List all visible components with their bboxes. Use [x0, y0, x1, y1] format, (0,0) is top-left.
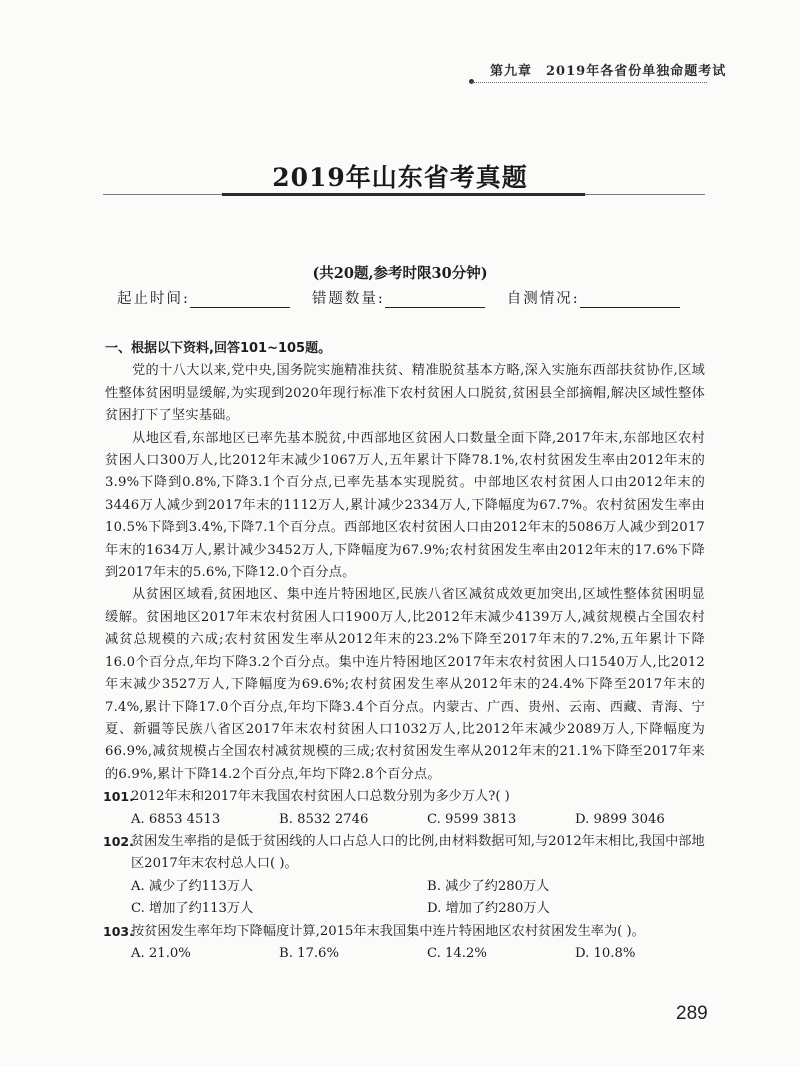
fill-blank[interactable]: [580, 292, 680, 308]
section-heading: 一、根据以下资料,回答101~105题。: [105, 341, 332, 356]
question-102: [105, 831, 705, 876]
fill-label: 错题数量:: [311, 291, 385, 307]
option-b[interactable]: B. 减少了约280万人: [427, 878, 550, 894]
option-a[interactable]: A. 减少了约113万人: [131, 878, 254, 894]
fill-field-errors[interactable]: [312, 287, 507, 308]
fill-field-time[interactable]: [117, 287, 312, 308]
option-a[interactable]: A. 6853 4513: [131, 811, 221, 827]
fill-label: 自测情况:: [506, 291, 580, 307]
question-text: 贫困发生率指的是低于贫困线的人口占总人口的比例,由材料数据可知,与2012年末相比,我国中部地区2017年末农村总人口( )。: [131, 833, 705, 872]
fill-blank[interactable]: [385, 292, 485, 308]
self-check-row: [117, 287, 717, 308]
question-text: 2012年末和2017年末我国农村贫困人口总数分别为多少万人?( ): [131, 789, 510, 805]
material-paragraph: 从地区看,东部地区已率先基本脱贫,中西部地区贫困人口数量全面下降,2017年末,东部地区农村贫困人口300万人,比2012年末减少1067万人,五年累计下降78.1%,农村贫困发生率由2012年末的3.9%下降到0.8%,下降3.1个百分点,已率先基本实现脱贫。中部地区农村贫困人口由2012年末的3446万人减少到2017年末的1112万人,累计减少2334万人,下降幅度为67.7%。农村贫困发生率由10.5%下降到3.4%,下降7.1个百分点。西部地区农村贫困人口由2012年末的5086万人减少到2017年末的1634万人,累计减少3452万人,下降幅度为67.9%;农村贫困发生率由2012年末的17.6%下降到2017年末的5.6%,下降12.0个百分点。: [105, 430, 705, 581]
option-b[interactable]: B. 8532 2746: [279, 811, 369, 827]
question-number: 102.: [103, 833, 134, 849]
page-title: 2019年山东省考真题: [272, 163, 528, 192]
question-101-options: [105, 809, 705, 831]
question-text: 按贫困发生率年均下降幅度计算,2015年末我国集中连片特困地区农村贫困发生率为( )。: [131, 923, 645, 939]
question-101: [105, 786, 705, 808]
option-c[interactable]: C. 增加了约113万人: [131, 901, 254, 917]
option-a[interactable]: A. 21.0%: [131, 945, 191, 961]
chapter-label: 第九章: [490, 64, 533, 79]
title-rule-accent: [222, 193, 585, 196]
option-c[interactable]: C. 14.2%: [427, 945, 487, 961]
material-paragraph: 党的十八大以来,党中央,国务院实施精准扶贫、精准脱贫基本方略,深入实施东西部扶贫协作,区域性整体贫困明显缓解,为实现到2020年现行标准下农村贫困人口脱贫,贫困县全部摘帽,解决区域性整体贫困打下了坚实基础。: [105, 363, 705, 424]
chapter-title: 2019年各省份单独命题考试: [546, 64, 727, 79]
exam-subtitle: (共20题,参考时限30分钟): [312, 265, 488, 282]
question-102-options: [105, 876, 705, 921]
fill-field-self-assessment[interactable]: [507, 287, 702, 308]
question-103: [105, 921, 705, 943]
option-b[interactable]: B. 17.6%: [279, 945, 339, 961]
option-d[interactable]: D. 10.8%: [575, 945, 636, 961]
question-number: 101.: [103, 789, 134, 805]
exam-content: [105, 338, 705, 965]
fill-blank[interactable]: [190, 292, 290, 308]
fill-label: 起止时间:: [117, 291, 190, 307]
option-d[interactable]: D. 9899 3046: [575, 811, 665, 827]
question-103-options: [105, 943, 705, 965]
question-number: 103.: [103, 923, 134, 939]
material-paragraph: 从贫困区域看,贫困地区、集中连片特困地区,民族八省区减贫成效更加突出,区域性整体贫困明显缓解。贫困地区2017年末农村贫困人口1900万人,比2012年末减少4139万人,减贫规模占全国农村减贫总规模的六成;农村贫困发生率从2012年末的23.2%下降至2017年末的7.2%,五年累计下降16.0个百分点,年均下降3.2个百分点。集中连片特困地区2017年末农村贫困人口1540万人,比2012年末减少3527万人,下降幅度为69.6%;农村贫困发生率从2012年末的24.4%下降至2017年末的7.4%,累计下降17.0个百分点,年均下降3.4个百分点。内蒙古、广西、贵州、云南、西藏、青海、宁夏、新疆等民族八省区2017年末农村贫困人口1032万人,比2012年末减少2089万人,下降幅度为66.9%,减贫规模占全国农村减贫规模的三成;农村贫困发生率从2012年末的21.1%下降至2017年来的6.9%,累计下降14.2个百分点,年均下降2.8个百分点。: [105, 587, 705, 782]
page-number: 289: [676, 1003, 708, 1024]
running-head-rule: [471, 82, 707, 83]
option-d[interactable]: D. 增加了约280万人: [427, 901, 550, 917]
running-head: [490, 60, 726, 79]
option-c[interactable]: C. 9599 3813: [427, 811, 517, 827]
